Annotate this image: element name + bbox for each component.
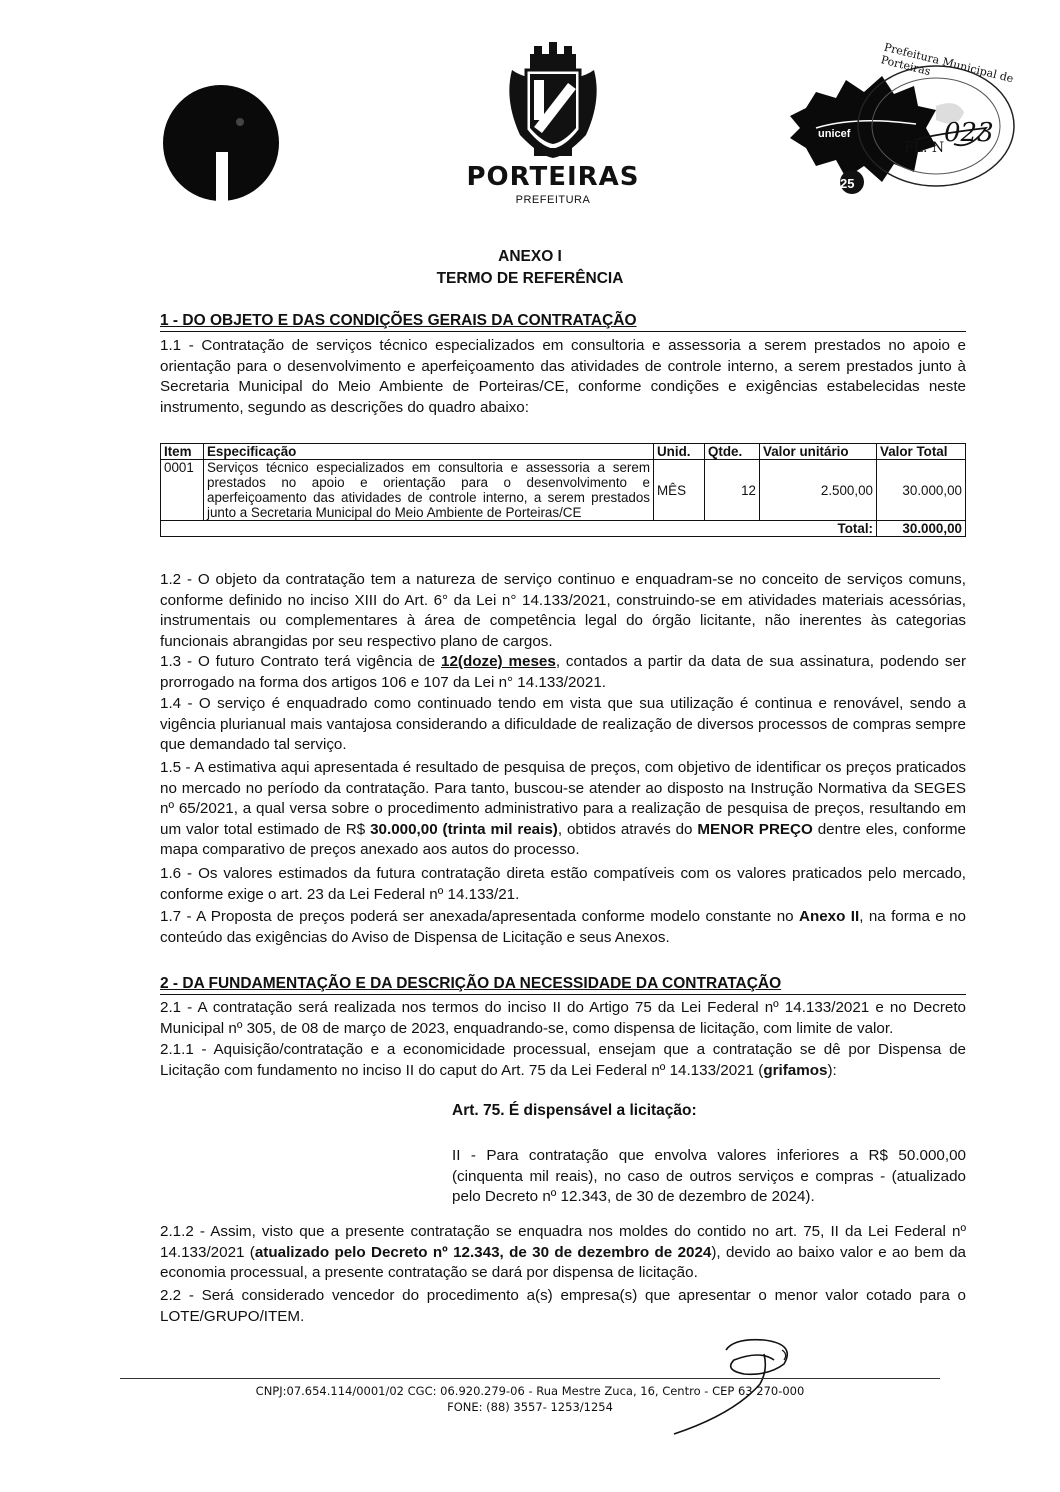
paragraph-1-5 [160,758,966,861]
p1-5-criteria: MENOR PREÇO [697,820,813,838]
article-title: Art. 75. É dispensável a licitação: [452,1102,697,1119]
stamp-text: Prefeitura Municipal de Porteiras [879,40,1015,86]
brand-subtitle: PREFEITURA [515,194,591,206]
section-1-heading: 1 - DO OBJETO E DAS CONDIÇÕES GERAIS DA CONTRATAÇÃO [160,312,966,332]
cell-unid: MÊS [654,460,705,521]
paragraph-1-2: 1.2 - O objeto da contratação tem a natureza de serviço continuo e enquadram-se no conceito de serviços comuns, conforme definido no inciso XIII do Art. 6° da Lei n° 14.133/2021, construindo-se em atividades materiais acessórias, instrumentais ou complementares à área de competência legal do órgão licitante, não inerentes às categorias funcionais abrangidas por seu respectivo plano de cargos. [160,571,966,650]
sheet-label: FL. N [904,140,945,156]
p1-5-value: 30.000,00 (trinta mil reais) [370,820,558,838]
total-value: 30.000,00 [877,521,966,537]
col-item: Item [161,444,204,460]
p1-5-text-end: dentre eles, conforme mapa comparativo de preços anexado aos autos do processo. [160,820,966,858]
section-2-heading: 2 - DA FUNDAMENTAÇÃO E DA DESCRIÇÃO DA NECESSIDADE DA CONTRATAÇÃO [160,975,966,995]
paragraph-2-1-1 [160,1040,966,1081]
table-total-row [161,521,966,537]
p1-3-text: 1.3 - O futuro Contrato terá vigência de [160,653,442,670]
col-spec: Especificação [204,444,654,460]
paragraph-2-2: 2.2 - Será considerado vencedor do procedimento a(s) empresa(s) que apresentar o menor valor cotado para o LOTE/GRUPO/ITEM. [160,1287,966,1325]
p1-7-annex: Anexo II [798,908,860,925]
paragraph-2-1: 2.1 - A contratação será realizada nos termos do inciso II do Artigo 75 da Lei Federal nº 14.133/2021 e no Decreto Municipal nº 305, de 08 de março de 2023, enquadrando-se, como dispensa de licitação, com limite de valor. [160,999,966,1037]
left-logo [160,82,282,204]
col-unid: Unid. [654,444,705,460]
p2-1-1-emphasis: grifamos [763,1061,828,1079]
p2-1-2-text-end: ), devido ao baixo valor e ao bem da economia processual, a presente contratação se dará por dispensa de licitação. [160,1243,966,1281]
document-title: TERMO DE REFERÊNCIA [436,270,624,287]
paragraph-1-4: 1.4 - O serviço é enquadrado como continuado tendo em vista que sua utilização é continua e renovável, sendo a vigência plurianual mais vantajosa considerando a dificuldade de realização de diversos processos de compras sempre que demandado tal serviço. [160,695,966,753]
p2-1-2-emphasis: atualizado pelo Decreto nº 12.343, de 30 de dezembro de 2024 [254,1243,712,1261]
paragraph-1-7 [160,907,966,948]
p2-1-2-text: 2.1.2 - Assim, visto que a presente contratação se enquadra nos moldes do contido no art. 75, II da Lei Federal nº 14.133/2021 ( [160,1223,966,1261]
cell-spec: Serviços técnico especializados em consultoria e assessoria a serem prestados no apoio e orientação para o desenvolvimento e aperfeiçoamento das atividades de controle interno, a serem prestados junto a Secretaria Municipal do Meio Ambiente de Porteiras/CE [204,460,654,521]
table-header-row [161,444,966,460]
col-qtde: Qtde. [705,444,760,460]
brand-name: PORTEIRAS [466,162,640,192]
cell-item: 0001 [161,460,204,521]
annex-title: ANEXO I [498,248,562,265]
cell-qtde: 12 [705,460,760,521]
paragraph-1-6: 1.6 - Os valores estimados da futura contratação direta estão compatíveis com os valores praticados pelo mercado, conforme exige o art. 23 da Lei Federal nº 14.133/21. [160,865,966,903]
col-unit-value: Valor unitário [760,444,877,460]
col-total-value: Valor Total [877,444,966,460]
p1-5-text: 1.5 - A estimativa aqui apresentada é resultado de pesquisa de preços, com objetivo de identificar os preços praticados no mercado no período da contratação. Para tanto, buscou-se atender ao disposto na Instrução Normativa da SEGES nº 65/2021, a qual versa sobre o procedimento administrativo para a realização de pesquisa de preços, resultando em um valor total estimado de R$ [160,759,966,838]
footer-divider [120,1378,940,1379]
p1-5-text-mid: , obtidos através do [557,820,698,838]
sheet-number: 023 [944,118,994,148]
article-body: II - Para contratação que envolva valores inferiores a R$ 50.000,00 (cinquenta mil reais), no caso de outros serviços e compras - (atualizado pelo Decreto nº 12.343, de 30 de dezembro de 2024). [452,1147,966,1205]
footer-address: CNPJ:07.654.114/0001/02 CGC: 06.920.279-06 - Rua Mestre Zuca, 16, Centro - CEP 63 270-000 [255,1384,805,1398]
paragraph-1-1: 1.1 - Contratação de serviços técnico especializados em consultoria e assessoria a serem prestados no apoio e orientação para o desenvolvimento e aperfeiçoamento das atividades de controle interno, a serem prestados junto à Secretaria Municipal do Meio Ambiente de Porteiras/CE, conforme condições e exigências estabelecidas neste instrumento, segundo as descrições do quadro abaixo: [160,337,966,416]
p2-1-1-text-end: ): [827,1061,837,1079]
coat-of-arms-icon [500,40,606,162]
table-row [161,460,966,521]
cell-unit-value: 2.500,00 [760,460,877,521]
p1-3-term: 12(doze) meses [441,653,556,670]
p1-7-text: 1.7 - A Proposta de preços poderá ser anexada/apresentada conforme modelo constante no [160,908,799,925]
stamp-badge: unicef [818,128,851,140]
p1-7-text-end: , na forma e no conteúdo das exigências do Aviso de Dispensa de Licitação e seus Anexos. [160,908,966,946]
stamp-number: 25 [840,176,855,191]
p2-1-1-text: 2.1.1 - Aquisição/contratação e a economicidade processual, ensejam que a contratação se dê por Dispensa de Licitação com fundamento no inciso II do caput do Art. 75 da Lei Federal nº 14.133/2021 ( [160,1041,966,1079]
footer-phone: FONE: (88) 3557- 1253/1254 [447,1400,613,1414]
items-table [160,443,966,537]
paragraph-1-3 [160,652,966,693]
paragraph-2-1-2 [160,1222,966,1284]
total-label: Total: [161,521,877,537]
cell-total-value: 30.000,00 [877,460,966,521]
p1-3-text-end: , contados a partir da data de sua assinatura, podendo ser prorrogado na forma dos artigos 106 e 107 da Lei n° 14.133/2021. [160,653,966,691]
